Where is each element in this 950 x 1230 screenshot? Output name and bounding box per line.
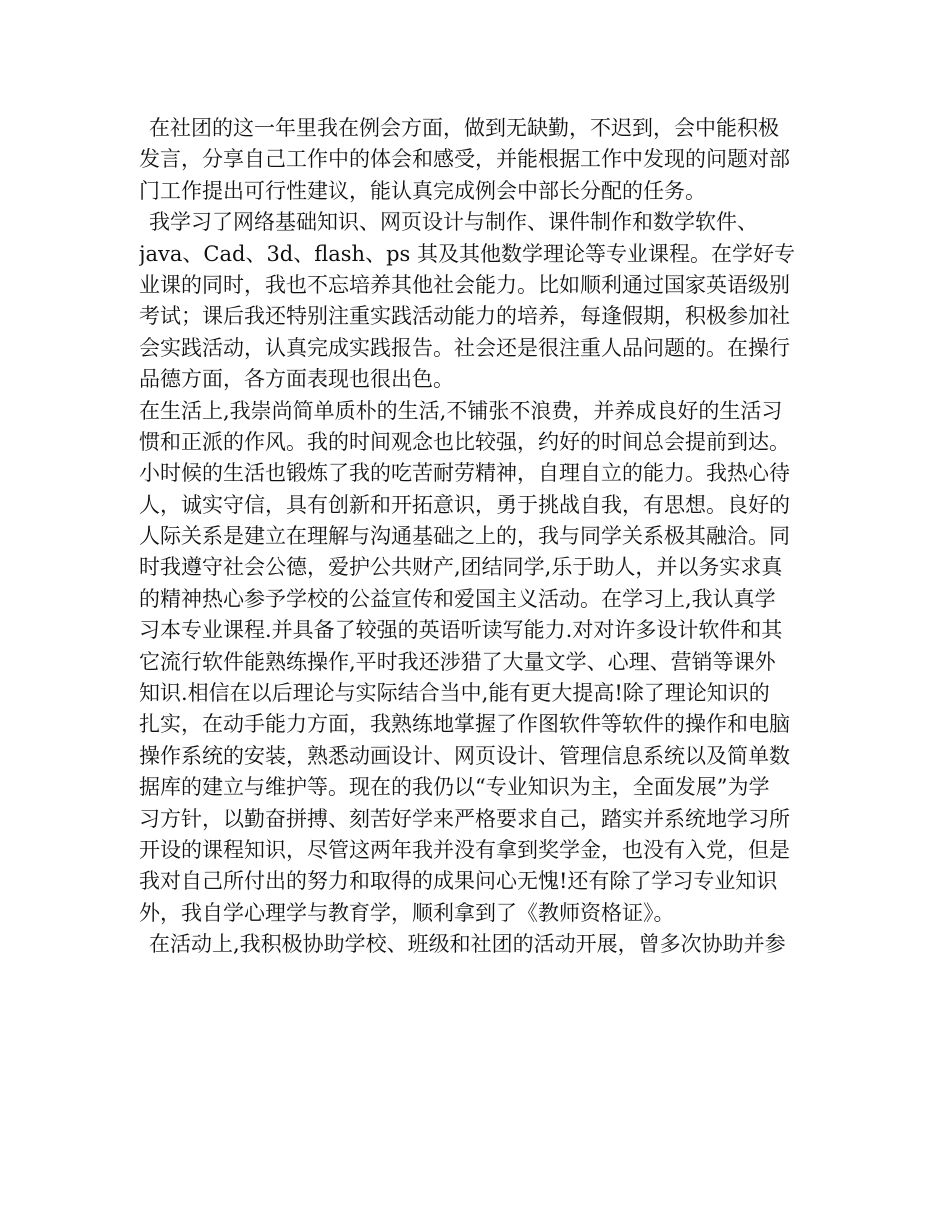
text-line: 习本专业课程.并具备了较强的英语听读写能力.对对许多设计软件和其 [139,618,783,643]
text-line: 品德方面，各方面表现也很出色。 [139,367,454,392]
paragraph-courses [139,207,829,395]
text-line: 扎实，在动手能力方面，我熟练地掌握了作图软件等软件的操作和电脑 [139,712,790,737]
text-line: 发言，分享自己工作中的体会和感受，并能根据工作中发现的问题对部 [139,147,790,172]
text-line: 它流行软件能熟练操作,平时我还涉猎了大量文学、心理、营销等课外 [139,649,776,674]
text-line: 门工作提出可行性建议，能认真完成例会中部长分配的任务。 [139,178,706,203]
paragraph-life-and-study [139,396,829,930]
text-line: 在活动上,我积极协助学校、班级和社团的活动开展，曾多次协助并参 [149,932,786,957]
document-body [139,113,829,961]
text-line: 的精神热心参予学校的公益宣传和爱国主义活动。在学习上,我认真学 [139,586,776,611]
text-line: 小时候的生活也锻炼了我的吃苦耐劳精神，自理自立的能力。我热心待 [139,461,790,486]
text-line: 我对自己所付出的努力和取得的成果问心无愧!还有除了学习专业知识 [139,869,778,894]
text-line: 在生活上,我崇尚简单质朴的生活,不铺张不浪费，并养成良好的生活习 [139,398,783,423]
text-line: 时我遵守社会公德，爱护公共财产,团结同学,乐于助人，并以务实求真 [139,555,783,580]
text-line: 我学习了网络基础知识、网页设计与制作、课件制作和数学软件、 [149,210,758,235]
text-line: 惯和正派的作风。我的时间观念也比较强，约好的时间总会提前到达。 [139,429,790,454]
text-line: 人，诚实守信，具有创新和开拓意识，勇于挑战自我，有思想。良好的 [139,492,790,517]
text-line: 会实践活动，认真完成实践报告。社会还是很注重人品问题的。在操行 [139,335,790,360]
text-line: 人际关系是建立在理解与沟通基础之上的，我与同学关系极其融洽。同 [139,524,790,549]
text-line: 考试；课后我还特别注重实践活动能力的培养，每逢假期，积极参加社 [139,304,790,329]
paragraph-club-meetings [139,113,829,207]
text-line: 知识.相信在以后理论与实际结合当中,能有更大提高!除了理论知识的 [139,681,770,706]
paragraph-activities [139,929,829,960]
text-line: 习方针，以勤奋拼搏、刻苦好学来严格要求自己，踏实并系统地学习所 [139,806,790,831]
text-line: 在社团的这一年里我在例会方面，做到无缺勤，不迟到，会中能积极 [149,116,779,140]
text-line: 外，我自学心理学与教育学，顺利拿到了《教师资格证》。 [139,900,675,925]
text-line: 操作系统的安装，熟悉动画设计、网页设计、管理信息系统以及简单数 [139,743,790,768]
text-line: 开设的课程知识，尽管这两年我并没有拿到奖学金，也没有入党，但是 [139,837,790,862]
text-line: 据库的建立与维护等。现在的我仍以“专业知识为主，全面发展”为学 [139,775,770,800]
text-line: java、Cad、3d、flash、ps 其及其他数学理论等专业课程。在学好专 [139,241,795,266]
text-line: 业课的同时，我也不忘培养其他社会能力。比如顺利通过国家英语级别 [139,272,790,297]
